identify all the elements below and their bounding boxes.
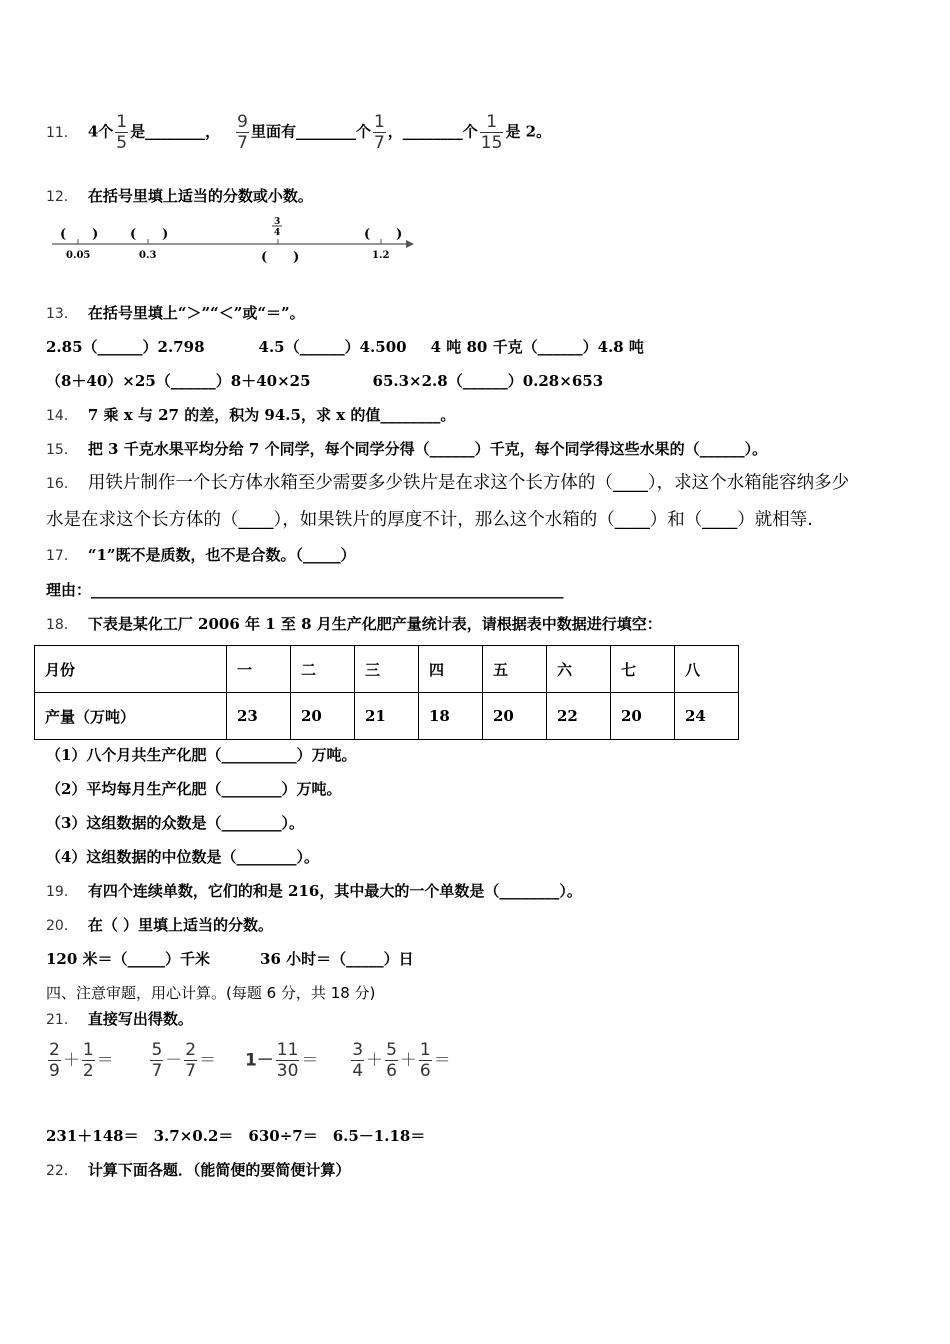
table-cell: 20 [483, 693, 547, 740]
question-15: 15． 把 3 千克水果平均分给 7 个同学，每个同学分得（______）千克，每个同学得这些水果的（______）。 [46, 440, 768, 458]
question-18: 18． 下表是某化工厂 2006 年 1 至 8 月生产化肥产量统计表，请根据表中数据进行填空： [46, 615, 662, 633]
sub-question-3: （3）这组数据的众数是（________）。 [46, 814, 304, 832]
fraction: $\frac{1}{15}$ [480, 112, 503, 153]
section-heading: 四、注意审题，用心计算。(每题 6 分，共 18 分) [46, 984, 376, 1002]
table-cell: 20 [291, 693, 355, 740]
tick-label: 0.05 [66, 250, 91, 261]
table-cell: 产量（万吨） [35, 693, 227, 740]
tick-label: 1.2 [372, 250, 390, 261]
question-20: 20． 在（ ）里填上适当的分数。 [46, 916, 274, 934]
table-cell: 三 [355, 646, 419, 693]
paren-blank: ( ) [130, 227, 169, 242]
fraction: $\frac{1}{6}$ [419, 1040, 431, 1081]
fraction: $\frac{5}{7}$ [151, 1040, 163, 1081]
fraction: $\frac{1}{2}$ [82, 1040, 94, 1081]
table-cell: 月份 [35, 646, 227, 693]
table-cell: 22 [547, 693, 611, 740]
fraction-expressions: $\frac{2}{9}$ ＋ $\frac{1}{2}$ ＝ $\frac{5}{7}$ － $\frac{2}{7}$ ＝ 1－ $\frac{11}{30}$ ＝ $\frac{3}{4}$ ＋ $\frac{5}{6}$ ＋ $\frac{1}{6}$ ＝ [49, 1040, 451, 1081]
table-cell: 四 [419, 646, 483, 693]
question-21: 21． 直接写出得数。 [46, 1010, 193, 1028]
fraction: $\frac{9}{7}$ [237, 112, 248, 153]
sub-question-4: （4）这组数据的中位数是（________）。 [46, 848, 319, 866]
number-line [46, 214, 426, 269]
table-cell: 21 [355, 693, 419, 740]
table-cell: 五 [483, 646, 547, 693]
table-cell: 24 [675, 693, 739, 740]
table-row [35, 693, 739, 740]
calc-row: 231＋148＝ 3.7×0.2＝ 630÷7＝ 6.5－1.18＝ [46, 1127, 426, 1145]
fraction: $\frac{2}{7}$ [185, 1040, 197, 1081]
question-19: 19． 有四个连续单数，它们的和是 216，其中最大的一个单数是（________）。 [46, 882, 582, 900]
question-16-line-1: 16． 用铁片制作一个长方体水箱至少需要多少铁片是在求这个长方体的（____），求这个水箱能容纳多少 [46, 473, 850, 493]
reason-line: 理由：_______________________________________________________________ [46, 581, 564, 599]
question-22: 22． 计算下面各题．（能简便的要简便计算） [46, 1161, 351, 1179]
question-number: 11． [46, 124, 78, 141]
question-20-answers: 120 米＝（_____）千米 36 小时＝（_____）日 [46, 950, 414, 968]
table-cell: 18 [419, 693, 483, 740]
table-cell: 七 [611, 646, 675, 693]
fraction: $\frac{5}{6}$ [386, 1040, 397, 1081]
fraction: $\frac{3}{4}$ [352, 1040, 364, 1081]
compare-row-2: （8＋40）×25（______）8＋40×25 65.3×2.8（______）0.28×653 [46, 372, 604, 390]
table-cell: 20 [611, 693, 675, 740]
question-12: 12． 在括号里填上适当的分数或小数。 [46, 187, 313, 205]
paren-blank: ( ) [364, 227, 403, 242]
fraction: $\frac{2}{9}$ [49, 1040, 60, 1081]
question-14: 14． 7 乘 x 与 27 的差，积为 94.5，求 x 的值________。 [46, 406, 456, 424]
fraction: $\frac{1}{5}$ [116, 112, 128, 153]
sub-question-1: （1）八个月共生产化肥（__________）万吨。 [46, 746, 357, 764]
question-13: 13． 在括号里填上“＞”“＜”或“＝”。 [46, 304, 305, 322]
paren-blank: ( ) [261, 250, 300, 265]
table-cell: 六 [547, 646, 611, 693]
question-11: 11． 4个 $\frac{1}{5}$ 是________， $\frac{9}{7}$ 里面有________个 $\frac{1}{7}$ ，________个 $\frac{1}{15}$ 是 2。 [46, 112, 552, 153]
fraction: $\frac{11}{30}$ [276, 1040, 299, 1081]
sub-question-2: （2）平均每月生产化肥（________）万吨。 [46, 780, 342, 798]
table-cell: 23 [227, 693, 291, 740]
production-table [34, 645, 739, 740]
table-header-row [35, 646, 739, 693]
compare-row-1: 2.85（______）2.798 4.5（______）4.500 4 吨 80 千克（______）4.8 吨 [46, 338, 644, 356]
tick-fraction-denominator: 4 [274, 228, 281, 238]
fraction: $\frac{1}{7}$ [373, 112, 385, 153]
question-16-line-2: 水是在求这个长方体的（____），如果铁片的厚度不计，那么这个水箱的（____）和（____）就相等. [46, 510, 813, 530]
table-cell: 一 [227, 646, 291, 693]
paren-blank: ( ) [60, 227, 99, 242]
table-cell: 二 [291, 646, 355, 693]
tick-label: 0.3 [139, 250, 157, 261]
table-cell: 八 [675, 646, 739, 693]
question-17: 17． “1”既不是质数，也不是合数。（_____） [46, 546, 356, 564]
tick-fraction-numerator: 3 [274, 217, 281, 227]
